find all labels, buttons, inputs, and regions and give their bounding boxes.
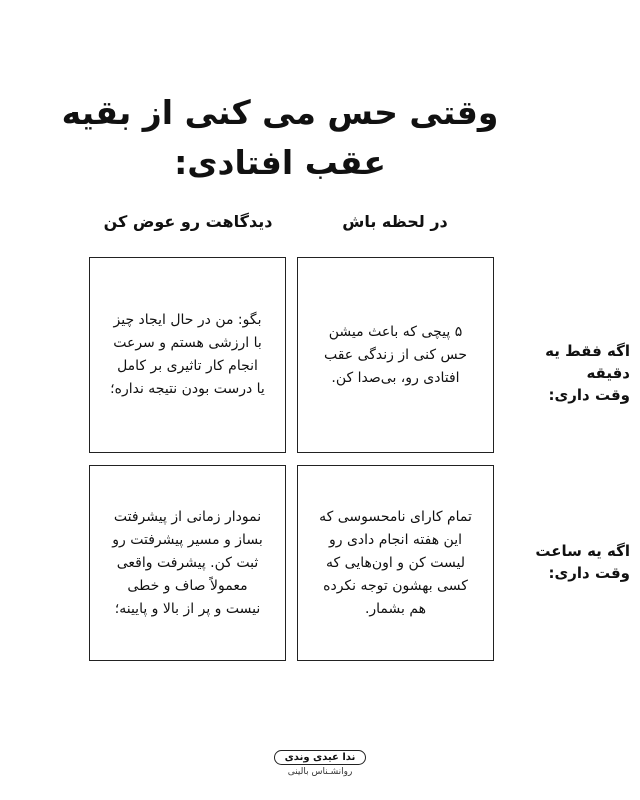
column-header-perspective: دیدگاهت رو عوض کن — [103, 212, 273, 231]
cell-text: تمام کارای نامحسوسی که این هفته انجام دادی رو لیست کن و اون‌هایی که کسی بهشون توجه نکرده هم بشمار. — [319, 508, 472, 617]
column-header-present: در لحظه باش — [342, 212, 448, 231]
signature — [260, 745, 380, 777]
cell-hour-perspective — [89, 465, 286, 661]
author-role: روانشـناس بالینی — [287, 767, 353, 777]
cell-minute-present — [297, 257, 494, 453]
cell-text: ۵ پیچی که باعث میشن حس کنی از زندگی عقب افتادی رو، بی‌صدا کن. — [323, 323, 468, 386]
cell-text: بگو: من در حال ایجاد چیز با ارزشی هستم و سرعت انجام کار تاثیری بر کامل یا درست بودن نتیجه نداره؛ — [110, 312, 265, 397]
row-header-hour: اگه یه ساعت وقت داری: — [535, 542, 630, 582]
author-name: ندا عیدی وندی — [274, 750, 367, 765]
cell-hour-present — [297, 465, 494, 661]
page-title: وقتی حس می کنی از بقیه عقب افتادی: — [61, 93, 499, 182]
cell-text: نمودار زمانی از پیشرفتت بساز و مسیر پیشرفتت رو ثبت کن. پیشرفت واقعی معمولاً صاف و خطی نیست و پر از بالا و پایینه؛ — [112, 508, 263, 617]
row-header-minute: اگه فقط یه دقیقه وقت داری: — [545, 342, 630, 404]
cell-minute-perspective — [89, 257, 286, 453]
